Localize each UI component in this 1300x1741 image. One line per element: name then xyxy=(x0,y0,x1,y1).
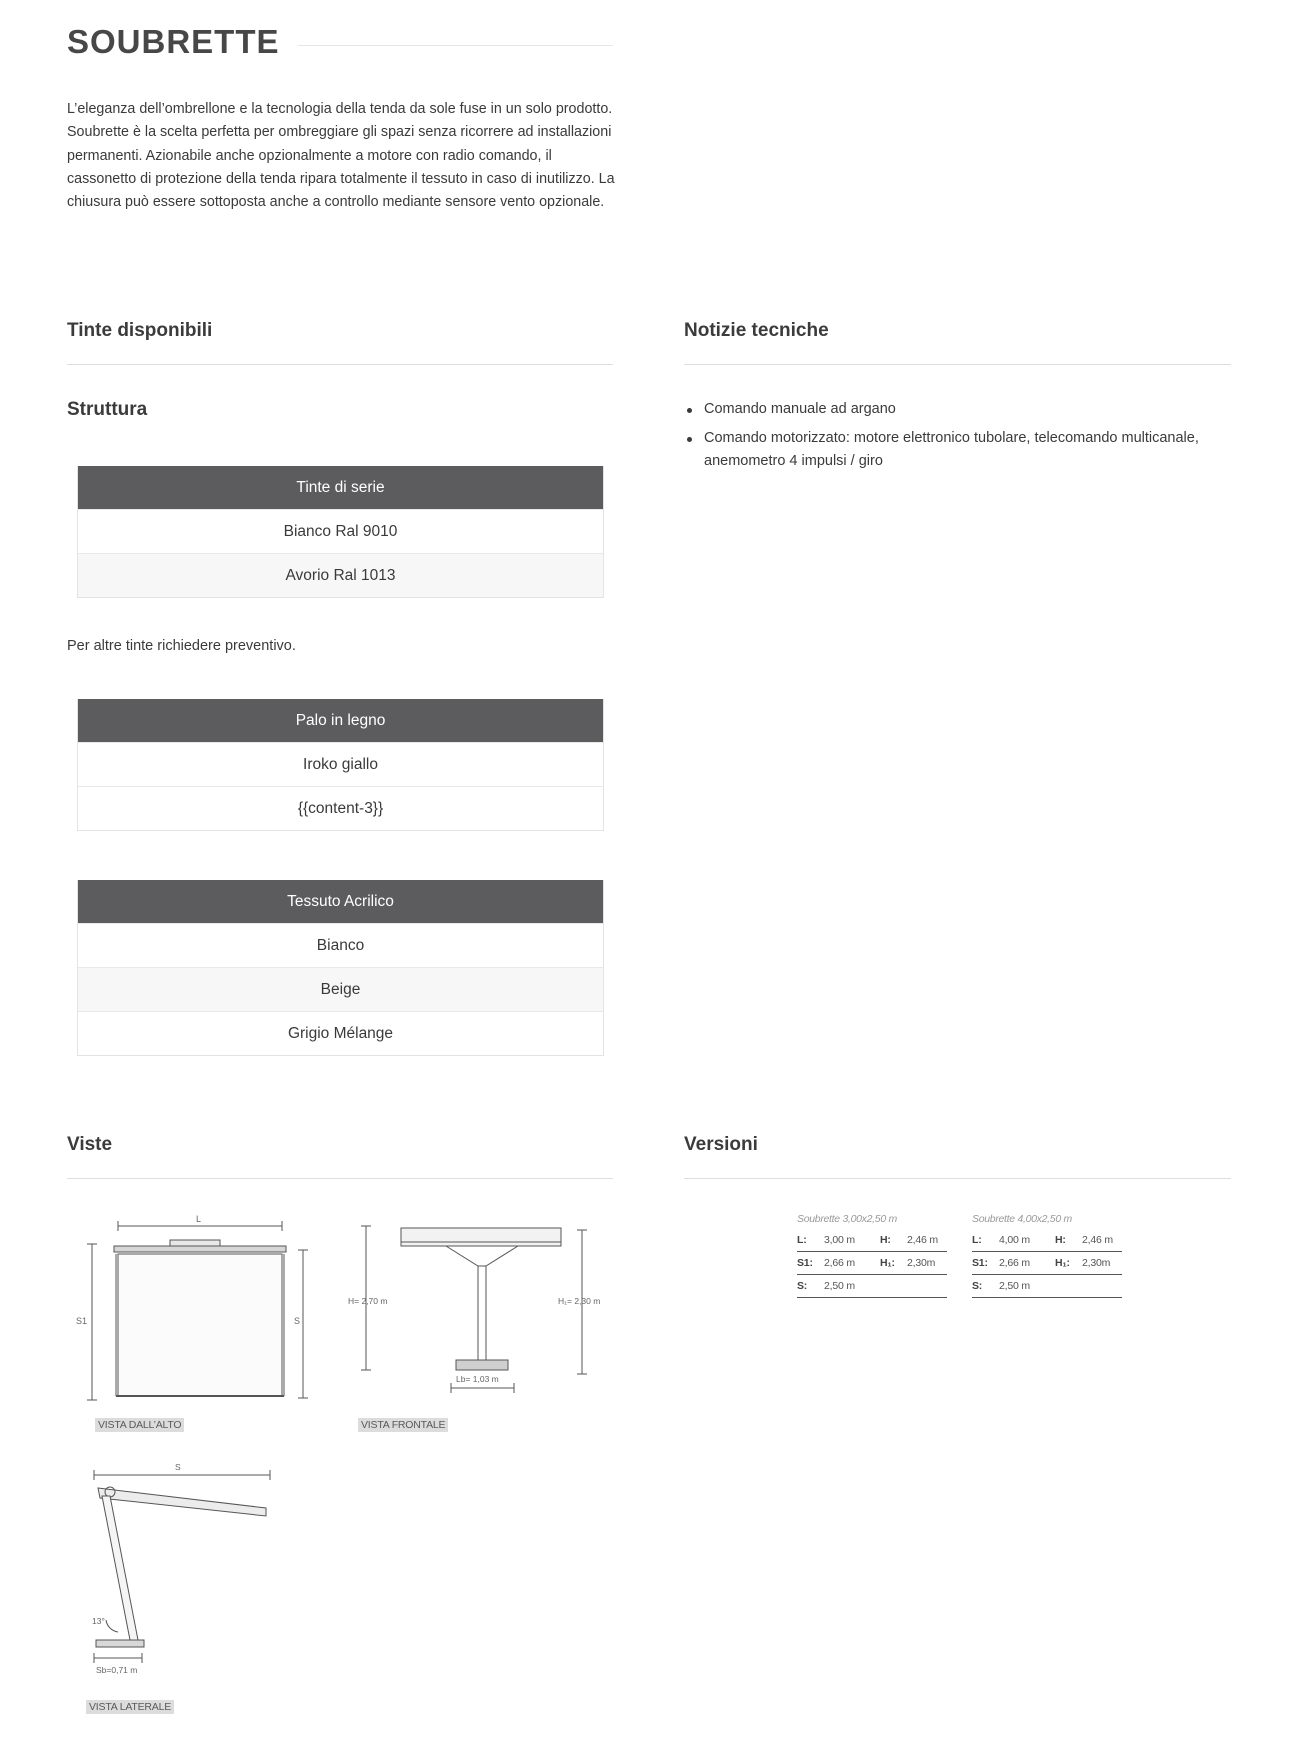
value-s1: 2,66 m xyxy=(824,1257,855,1269)
side-view-diagram xyxy=(80,1460,280,1675)
dim-s-side: S xyxy=(175,1462,181,1472)
title-divider xyxy=(298,45,613,46)
list-item: Comando manuale ad argano xyxy=(684,398,1244,422)
version-title: Soubrette 3,00x2,50 m xyxy=(797,1213,897,1225)
value-l: 3,00 m xyxy=(824,1234,855,1246)
top-view-diagram xyxy=(70,1210,320,1410)
dim-s: S xyxy=(294,1316,301,1326)
key-s: S: xyxy=(797,1280,808,1292)
version-card xyxy=(972,1213,1122,1298)
value-s1: 2,66 m xyxy=(999,1257,1030,1269)
table-row: Bianco Ral 9010 xyxy=(78,509,603,553)
divider-notizie xyxy=(684,364,1231,365)
tech-notes-list xyxy=(684,398,1244,479)
table-header: Tinte di serie xyxy=(78,466,603,509)
page-title: SOUBRETTE xyxy=(67,23,280,60)
table-header: Tessuto Acrilico xyxy=(78,880,603,923)
section-tinte-heading: Tinte disponibili xyxy=(67,320,213,341)
version-title: Soubrette 4,00x2,50 m xyxy=(972,1213,1072,1225)
angle-label: 13° xyxy=(92,1616,105,1626)
key-h: H: xyxy=(1055,1234,1066,1246)
dim-h: H= 2,70 m xyxy=(348,1296,388,1306)
table-tinte-serie xyxy=(77,466,604,598)
key-h1: H₁: xyxy=(1055,1257,1070,1269)
section-viste-heading: Viste xyxy=(67,1134,113,1155)
divider-tinte xyxy=(67,364,613,365)
list-item: Comando motorizzato: motore elettronico tubolare, telecomando multicanale, anemometro 4 impulsi / giro xyxy=(684,427,1244,474)
table-header: Palo in legno xyxy=(78,699,603,742)
table-row: {{content-3}} xyxy=(78,786,603,830)
key-s1: S1: xyxy=(972,1257,988,1269)
label-vista-alto: VISTA DALL’ALTO xyxy=(95,1418,184,1432)
table-row: Bianco xyxy=(78,923,603,967)
value-h1: 2,30m xyxy=(907,1257,936,1269)
value-s: 2,50 m xyxy=(999,1280,1030,1292)
divider-versioni xyxy=(684,1178,1231,1179)
table-row: Grigio Mélange xyxy=(78,1011,603,1055)
title-row xyxy=(67,20,613,64)
label-vista-laterale: VISTA LATERALE xyxy=(86,1700,174,1714)
dim-h1: H₁= 2,30 m xyxy=(558,1296,601,1306)
dim-s1: S1 xyxy=(76,1316,88,1326)
key-l: L: xyxy=(972,1234,982,1246)
value-h1: 2,30m xyxy=(1082,1257,1111,1269)
key-h1: H₁: xyxy=(880,1257,895,1269)
table-palo-legno xyxy=(77,699,604,831)
value-h: 2,46 m xyxy=(907,1234,938,1246)
table-row: Beige xyxy=(78,967,603,1011)
label-vista-frontale: VISTA FRONTALE xyxy=(358,1418,448,1432)
section-notizie-heading: Notizie tecniche xyxy=(684,320,829,341)
dim-l: L xyxy=(196,1214,202,1224)
dim-sb: Sb=0,71 m xyxy=(96,1665,138,1675)
table-tessuto-acrilico xyxy=(77,880,604,1056)
front-view-diagram xyxy=(346,1210,606,1400)
preventivo-note: Per altre tinte richiedere preventivo. xyxy=(67,638,296,654)
divider-viste xyxy=(67,1178,613,1179)
value-s: 2,50 m xyxy=(824,1280,855,1292)
key-s: S: xyxy=(972,1280,983,1292)
intro-text: L’eleganza dell’ombrellone e la tecnologia della tenda da sole fuse in un solo prodotto. Soubrette è la scelta perfetta per ombreggiare gli spazi senza ricorrere ad installazioni permanenti. Azionabile anche opzionalmente a motore con radio comando, il cassonetto di protezione della tenda ripara totalmente il tessuto in caso di inutilizzo. La chiusura può essere sottoposta anche a controllo mediante sensore vento opzionale. xyxy=(67,101,615,211)
section-struttura-heading: Struttura xyxy=(67,399,148,420)
key-l: L: xyxy=(797,1234,807,1246)
value-l: 4,00 m xyxy=(999,1234,1030,1246)
value-h: 2,46 m xyxy=(1082,1234,1113,1246)
table-row: Iroko giallo xyxy=(78,742,603,786)
key-h: H: xyxy=(880,1234,891,1246)
version-card xyxy=(797,1213,947,1298)
dim-lb: Lb= 1,03 m xyxy=(456,1374,499,1384)
section-versioni-heading: Versioni xyxy=(684,1134,758,1155)
key-s1: S1: xyxy=(797,1257,813,1269)
table-row: Avorio Ral 1013 xyxy=(78,553,603,597)
